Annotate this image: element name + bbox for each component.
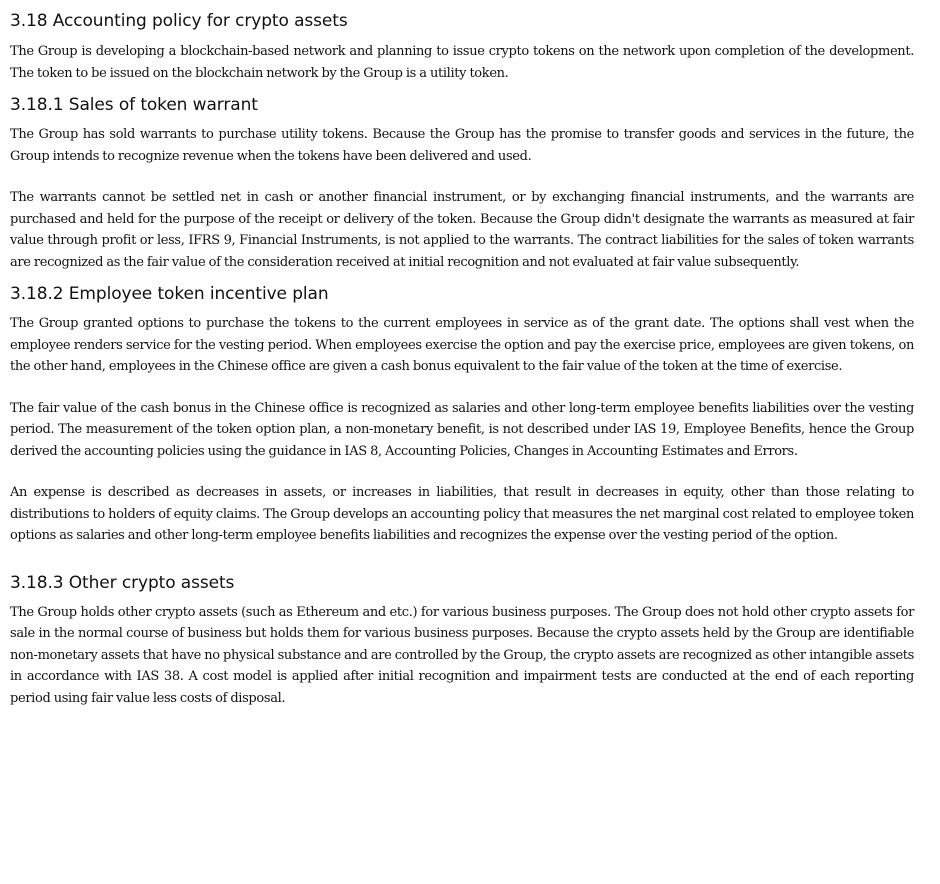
- section-heading: 3.18 Accounting policy for crypto assets: [10, 11, 348, 31]
- section-paragraph: The Group has sold warrants to purchase utility tokens. Because the Group has the promise to transfer goods and services in the future, the Group intends to recognize revenue when the tokens have been delivered and used.: [10, 127, 914, 164]
- section-paragraph: The warrants cannot be settled net in cash or another financial instrument, or by exchanging financial instruments, and the warrants are purchased and held for the purpose of the receipt or delivery of the token. Because the Group didn't designate the warrants as measured at fair value through profit or less, IFRS 9, Financial Instruments, is not applied to the warrants. The contract liabilities for the sales of token warrants are recognized as the fair value of the consideration received at initial recognition and not evaluated at fair value subsequently.: [10, 190, 914, 270]
- section-other-crypto-assets: [10, 572, 914, 710]
- document-page: [10, 0, 914, 709]
- section-paragraph: The Group holds other crypto assets (such as Ethereum and etc.) for various business purposes. The Group does not hold other crypto assets for sale in the normal course of business but holds them for various business purposes. Because the crypto assets held by the Group are identifiable non-monetary assets that have no physical substance and are controlled by the Group, the crypto assets are recognized as other intangible assets in accordance with IAS 38. A cost model is applied after initial recognition and impairment tests are conducted at the end of each reporting period using fair value less costs of disposal.: [10, 604, 914, 706]
- section-paragraph: The fair value of the cash bonus in the Chinese office is recognized as salaries and other long-term employee benefits liabilities over the vesting period. The measurement of the token option plan, a non-monetary benefit, is not described under IAS 19, Employee Benefits, hence the Group derived the accounting policies using the guidance in IAS 8, Accounting Policies, Changes in Accounting Estimates and Errors.: [10, 400, 914, 459]
- section-paragraph: An expense is described as decreases in assets, or increases in liabilities, that result in decreases in equity, other than those relating to distributions to holders of equity claims. The Group develops an accounting policy that measures the net marginal cost related to employee token options as salaries and other long-term employee benefits liabilities and recognizes the expense over the vesting period of the option.: [10, 485, 914, 543]
- section-token-warrant: [10, 94, 914, 273]
- section-employee-token-incentive: [10, 283, 914, 547]
- section-heading: 3.18.2 Employee token incentive plan: [10, 284, 329, 304]
- section-crypto-assets-policy: [10, 10, 914, 84]
- section-heading: 3.18.3 Other crypto assets: [10, 572, 235, 593]
- section-paragraph: The Group is developing a blockchain-based network and planning to issue crypto tokens on the network upon completion of the development. The token to be issued on the blockchain network by the Group is a utility token.: [10, 44, 914, 81]
- section-paragraph: The Group granted options to purchase the tokens to the current employees in service as of the grant date. The options shall vest when the employee renders service for the vesting period. When employees exercise the option and pay the exercise price, employees are given tokens, on the other hand, employees in the Chinese office are given a cash bonus equivalent to the fair value of the token at the time of exercise.: [10, 316, 914, 374]
- section-heading: 3.18.1 Sales of token warrant: [10, 95, 258, 115]
